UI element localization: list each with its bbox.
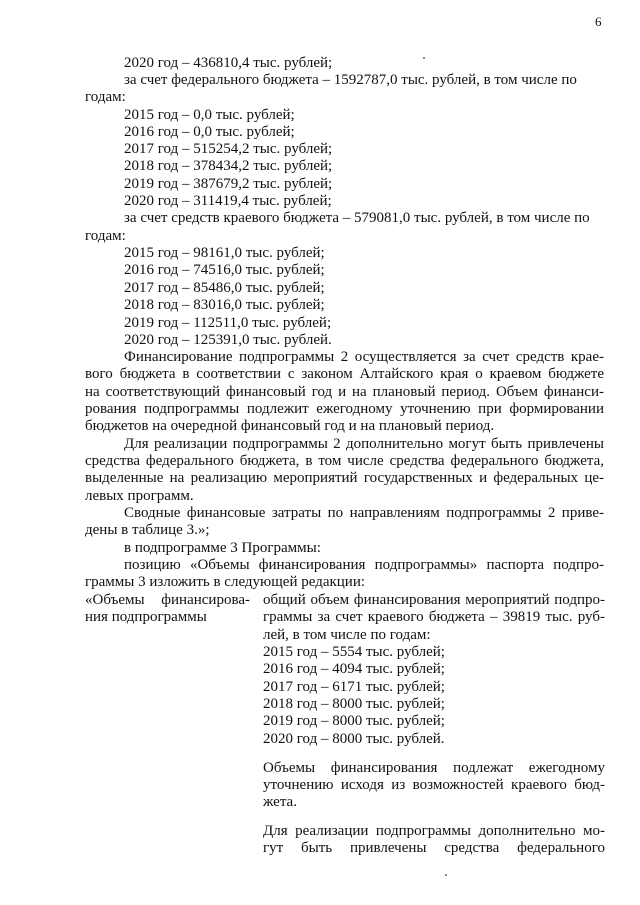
text-line: 2018 год – 83016,0 тыс. рублей; (124, 297, 325, 313)
text-line: 2015 год – 98161,0 тыс. рублей; (124, 245, 325, 261)
text-line: средства федерального бюджета, в том числе средства федерального бюджета, (85, 453, 604, 469)
text-line: за счет федерального бюджета – 1592787,0 тыс. рублей, в том числе по (124, 72, 577, 88)
text-line: 2019 год – 112511,0 тыс. рублей; (124, 315, 332, 331)
scan-speck (445, 874, 447, 876)
text-line: Сводные финансовые затраты по направлениям подпрограммы 2 приве- (124, 505, 604, 521)
text-line: годам: (85, 228, 126, 244)
text-line: дены в таблице 3.»; (85, 522, 210, 538)
text-line: 2019 год – 387679,2 тыс. рублей; (124, 176, 333, 192)
text-line: рования подпрограммы подлежит ежегодному уточнению при формировании (85, 401, 604, 417)
text-line: за счет средств краевого бюджета – 579081,0 тыс. рублей, в том числе по (124, 210, 590, 226)
table-right-cell-line: Объемы финансирования подлежат ежегодному (263, 760, 605, 776)
text-line: 2020 год – 125391,0 тыс. рублей. (124, 332, 332, 348)
table-right-cell-line: 2016 год – 4094 тыс. рублей; (263, 661, 445, 677)
text-line: на соответствующий финансовый год и на плановый период. Объем финанси- (85, 384, 604, 400)
text-line: позицию «Объемы финансирования подпрограммы» паспорта подпро- (124, 557, 604, 573)
text-line: 2016 год – 0,0 тыс. рублей; (124, 124, 295, 140)
table-right-cell-line: лей, в том числе по годам: (263, 627, 431, 643)
table-right-cell-line: общий объем финансирования мероприятий подпро- (263, 592, 605, 608)
text-line: 2020 год – 311419,4 тыс. рублей; (124, 193, 332, 209)
table-left-cell-line: «Объемы финансирова- (85, 592, 250, 608)
page-number: 6 (595, 14, 602, 29)
scan-speck (423, 57, 425, 59)
table-right-cell-line: 2019 год – 8000 тыс. рублей; (263, 713, 445, 729)
text-line: годам: (85, 89, 126, 105)
table-right-cell-line: 2017 год – 6171 тыс. рублей; (263, 679, 445, 695)
table-right-cell-line: гут быть привлечены средства федерального (263, 840, 605, 856)
text-line: 2018 год – 378434,2 тыс. рублей; (124, 158, 333, 174)
table-right-cell-line: граммы за счет краевого бюджета – 39819 тыс. руб- (263, 609, 605, 625)
table-right-cell-line: Для реализации подпрограммы дополнительно мо- (263, 823, 605, 839)
text-line: 2017 год – 85486,0 тыс. рублей; (124, 280, 325, 296)
table-left-cell-line: ния подпрограммы (85, 609, 207, 625)
text-line: 2016 год – 74516,0 тыс. рублей; (124, 262, 325, 278)
table-right-cell-line: 2015 год – 5554 тыс. рублей; (263, 644, 445, 660)
table-right-cell-line: 2020 год – 8000 тыс. рублей. (263, 731, 445, 747)
text-line: вого бюджета в соответствии с законом Алтайского края о краевом бюджете (85, 366, 604, 382)
text-line: 2017 год – 515254,2 тыс. рублей; (124, 141, 333, 157)
table-right-cell-line: уточнению исходя из возможностей краевого бюд- (263, 777, 605, 793)
table-right-cell-line: жета. (263, 794, 297, 810)
text-line: Для реализации подпрограммы 2 дополнительно могут быть привлечены (124, 436, 604, 452)
text-line: 2015 год – 0,0 тыс. рублей; (124, 107, 295, 123)
text-line: граммы 3 изложить в следующей редакции: (85, 574, 366, 590)
text-line: левых программ. (85, 488, 194, 504)
table-right-cell-line: 2018 год – 8000 тыс. рублей; (263, 696, 445, 712)
text-line: выделенные на реализацию мероприятий государственных и федеральных це- (85, 470, 604, 486)
text-line: Финансирование подпрограммы 2 осуществляется за счет средств крае- (124, 349, 604, 365)
text-line: в подпрограмме 3 Программы: (124, 540, 321, 556)
text-line: бюджетов на очередной финансовый год и на плановый период. (85, 418, 495, 434)
text-line: 2020 год – 436810,4 тыс. рублей; (124, 55, 333, 71)
